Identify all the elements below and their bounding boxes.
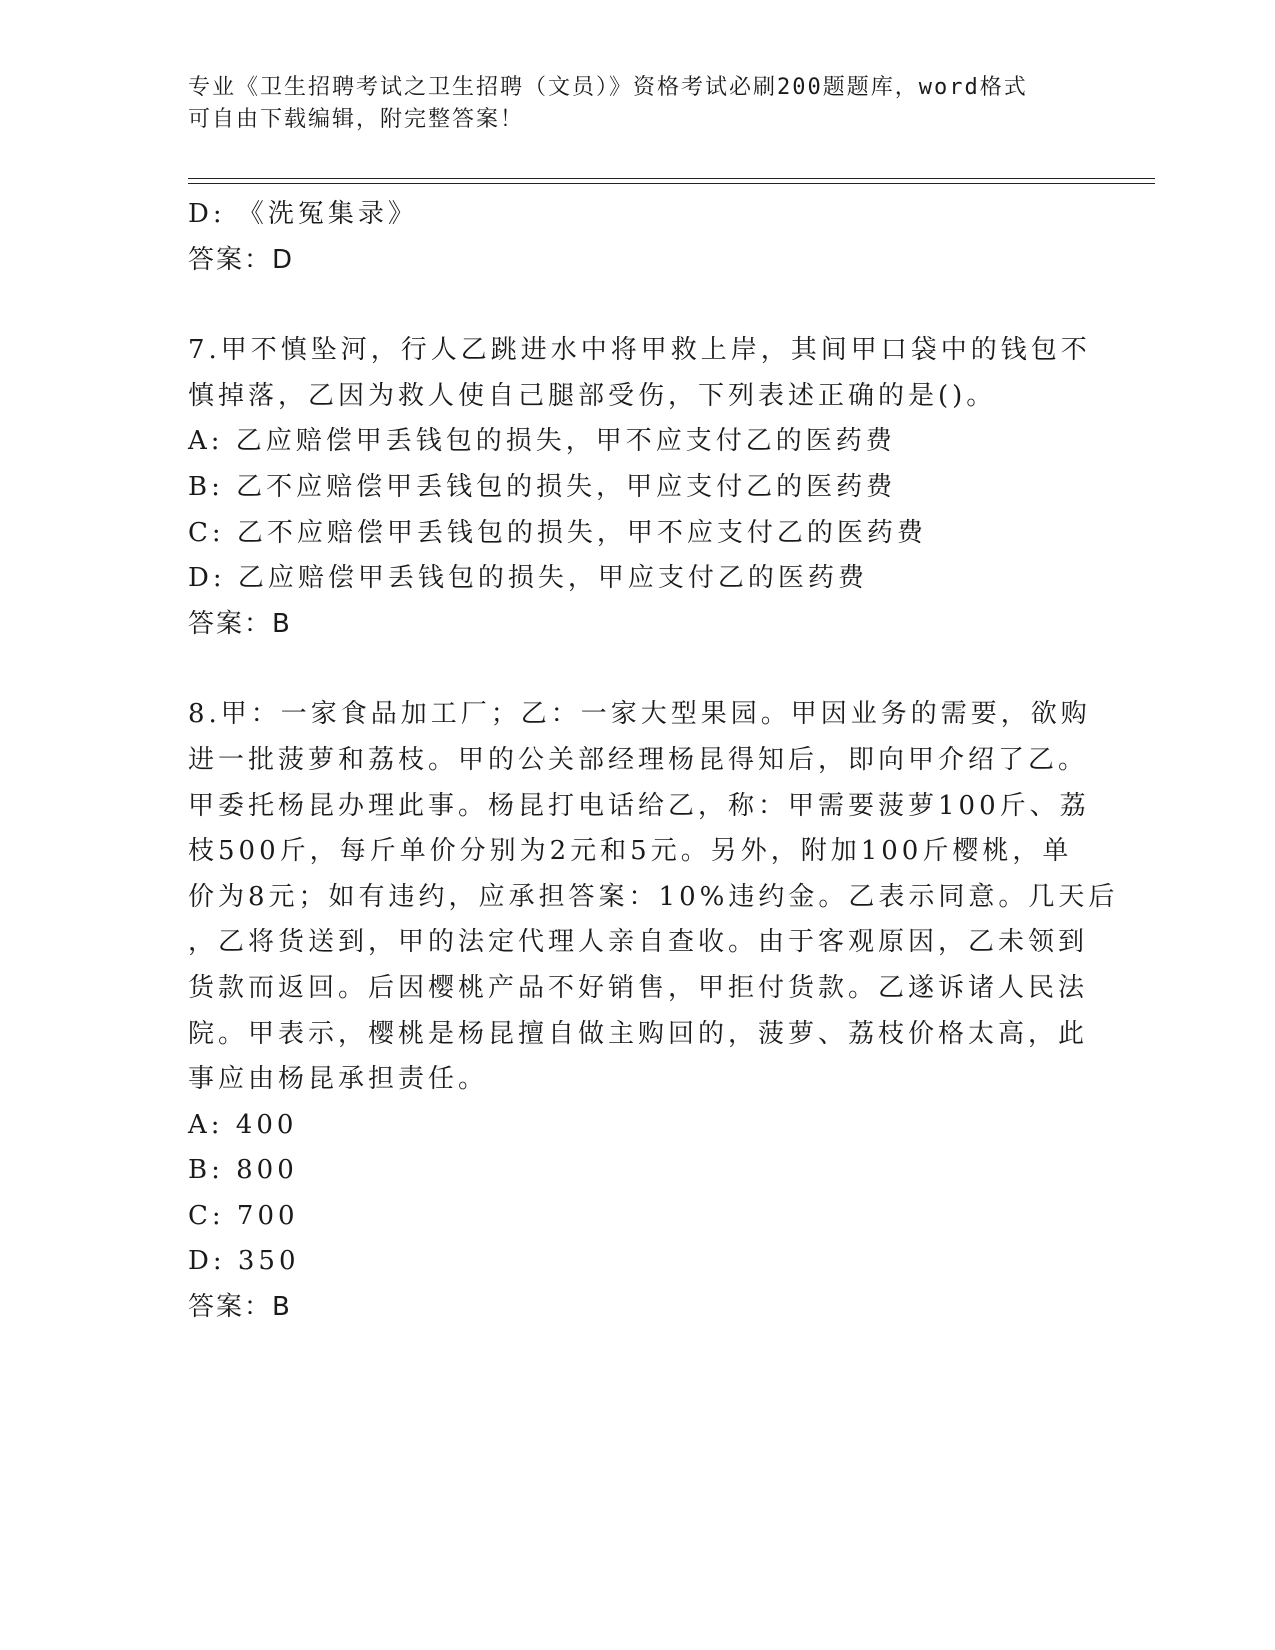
stem-line: 7.甲不慎坠河，行人乙跳进水中将甲救上岸，其间甲口袋中的钱包不 xyxy=(188,335,1091,366)
answer-line: 答案：B xyxy=(188,608,292,639)
option-a: A: 乙应赔偿甲丢钱包的损失，甲不应支付乙的医药费 xyxy=(188,426,896,457)
stem-line: 进一批菠萝和荔枝。甲的公关部经理杨昆得知后，即向甲介绍了乙。 xyxy=(188,744,1089,775)
option-c: C: 700 xyxy=(188,1200,299,1231)
stem-line: 事应由杨昆承担责任。 xyxy=(188,1064,489,1095)
spacer xyxy=(188,283,1088,328)
stem-line: 院。甲表示，樱桃是杨昆擅自做主购回的，菠萝、荔枝价格太高，此 xyxy=(188,1018,1089,1049)
header-rule-bottom xyxy=(188,183,1155,184)
stem-line: 慎掉落，乙因为救人使自己腿部受伤，下列表述正确的是()。 xyxy=(188,380,997,411)
stem-line: 甲委托杨昆办理此事。杨昆打电话给乙，称：甲需要菠萝100斤、荔 xyxy=(188,790,1090,821)
question-stem xyxy=(188,692,1119,1102)
stem-line: ，乙将货送到，甲的法定代理人亲自查收。由于客观原因，乙未领到 xyxy=(188,927,1089,958)
question-7 xyxy=(188,328,1091,647)
document-header xyxy=(188,72,1088,136)
option-a: A: 400 xyxy=(188,1109,298,1140)
option-d: D: 350 xyxy=(188,1246,300,1277)
stem-line: 枝500斤，每斤单价分别为2元和5元。另外，附加100斤樱桃，单 xyxy=(188,836,1073,867)
previous-question xyxy=(188,192,1088,283)
option-d: D: 乙应赔偿甲丢钱包的损失，甲应支付乙的医药费 xyxy=(188,563,868,594)
spacer xyxy=(188,647,1088,692)
option-b: B: 800 xyxy=(188,1155,298,1186)
option-d: D: 《洗冤集录》 xyxy=(188,199,418,229)
question-stem xyxy=(188,328,1091,419)
header-rule-top xyxy=(188,178,1155,179)
answer-line: 答案：B xyxy=(188,1292,292,1323)
stem-line: 价为8元；如有违约，应承担答案：10%违约金。乙表示同意。几天后 xyxy=(188,881,1119,912)
header-line-2: 可自由下载编辑，附完整答案！ xyxy=(188,107,525,132)
answer-line: 答案：D xyxy=(188,244,295,275)
stem-line: 8.甲：一家食品加工厂；乙：一家大型果园。甲因业务的需要，欲购 xyxy=(188,699,1091,730)
stem-line: 货款而返回。后因樱桃产品不好销售，甲拒付货款。乙遂诉诸人民法 xyxy=(188,972,1089,1003)
option-c: C: 乙不应赔偿甲丢钱包的损失，甲不应支付乙的医药费 xyxy=(188,517,927,548)
document-body xyxy=(188,192,1119,1331)
question-8 xyxy=(188,692,1119,1330)
header-line-1: 专业《卫生招聘考试之卫生招聘（文员）》资格考试必刷200题题库，word格式 xyxy=(188,75,1028,100)
option-b: B: 乙不应赔偿甲丢钱包的损失，甲应支付乙的医药费 xyxy=(188,471,897,502)
